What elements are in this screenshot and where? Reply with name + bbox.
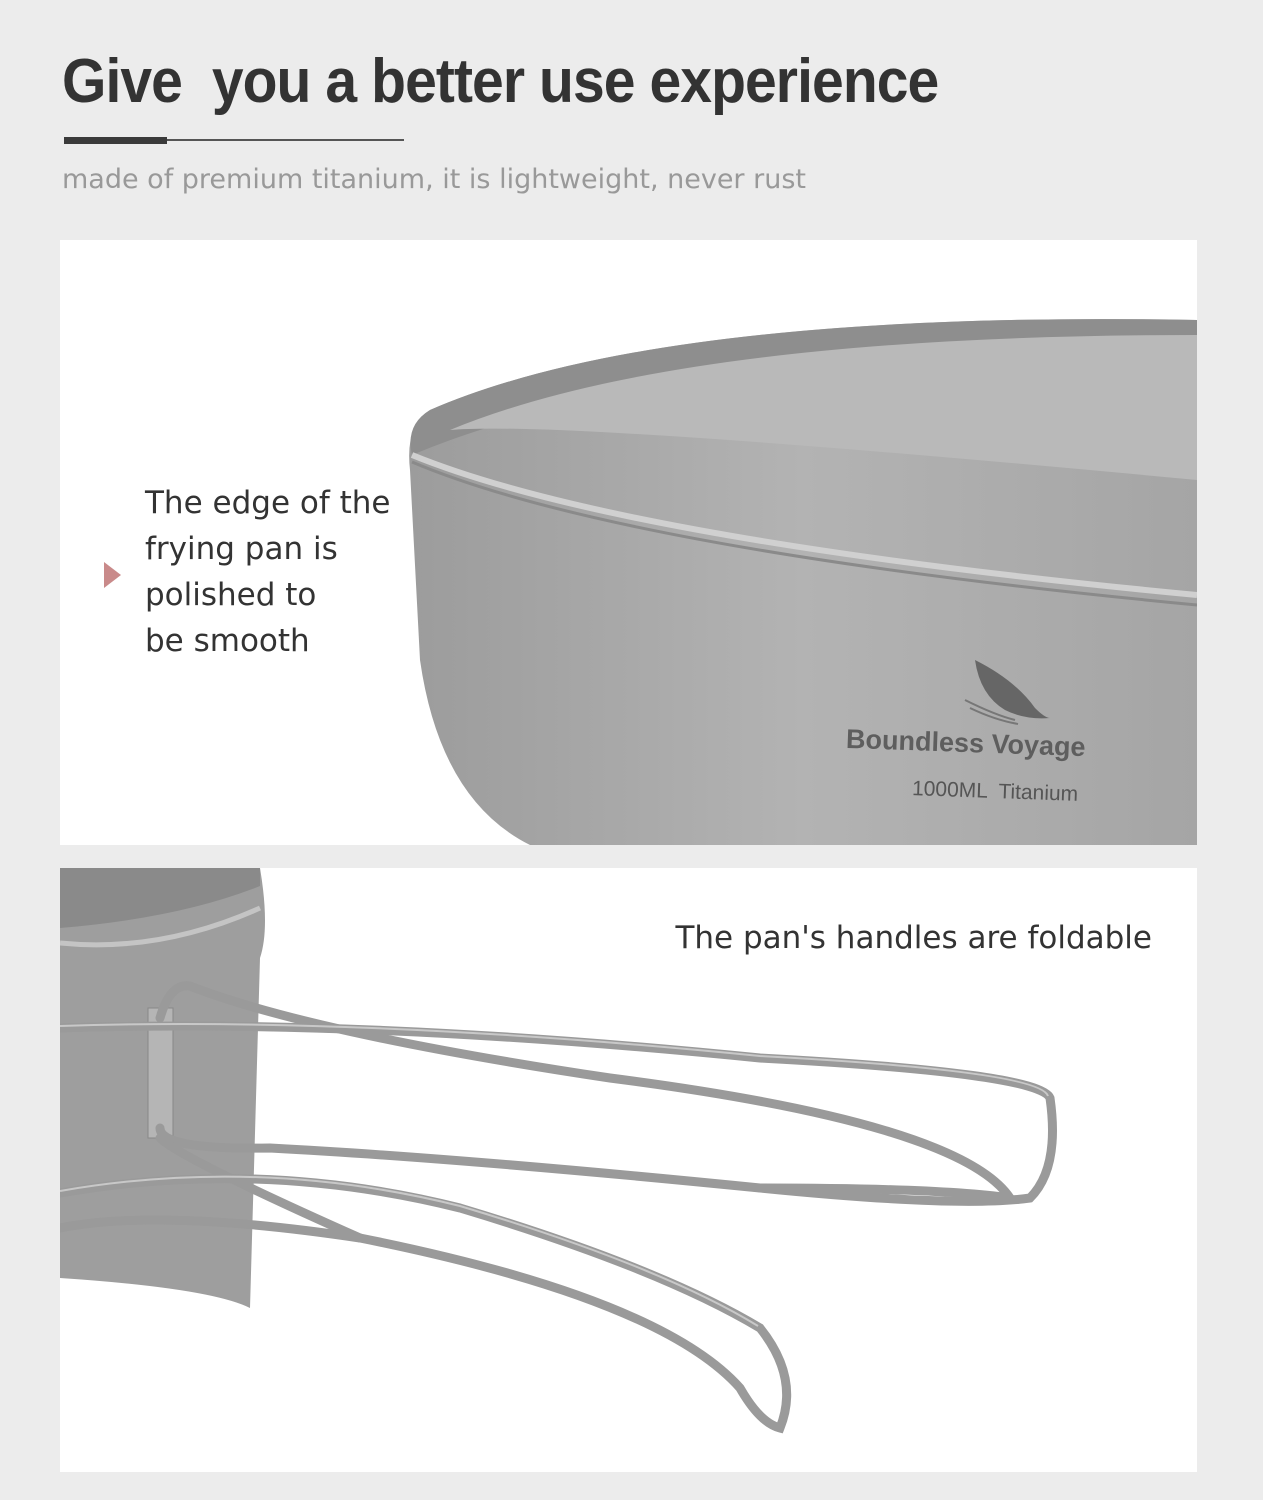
page-title: Give you a better use experience [62, 47, 939, 116]
edge-caption [145, 480, 390, 664]
caption-line: frying pan is [145, 531, 338, 567]
caption-line: The edge of the [145, 485, 391, 521]
caption-line: polished to [145, 577, 317, 613]
pan-handle-image [60, 868, 1197, 1472]
title-underline-thick [64, 137, 167, 144]
caption-line: be smooth [145, 623, 310, 659]
panel-pan-edge [60, 240, 1197, 845]
pointer-arrow-icon [104, 562, 121, 588]
handles-caption: The pan's handles are foldable [675, 920, 1152, 956]
engraved-capacity: 1000ML Titanium [911, 777, 1079, 806]
engraved-brand: Boundless Voyage [845, 723, 1087, 763]
page-subtitle: made of premium titanium, it is lightweight, never rust [62, 164, 806, 195]
title-underline-thin [167, 139, 404, 141]
panel-foldable-handles [60, 868, 1197, 1472]
